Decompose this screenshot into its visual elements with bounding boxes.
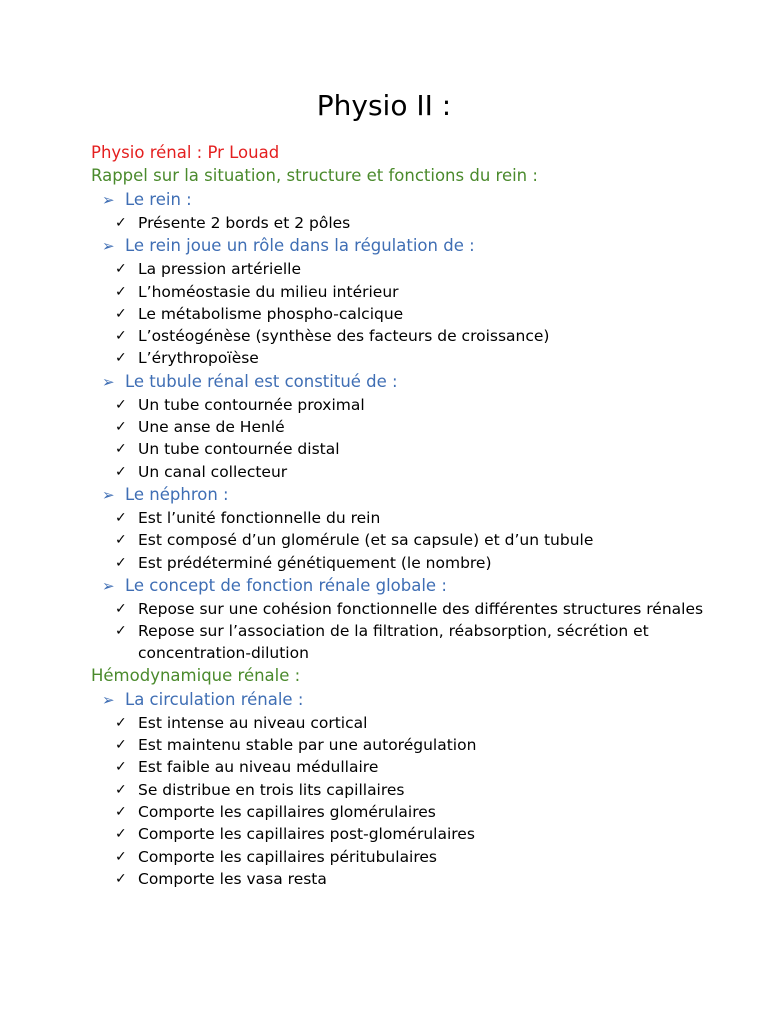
subsection-label-text: Le tubule rénal est constitué de : <box>125 371 398 391</box>
checkmark-icon: ✓ <box>115 350 127 367</box>
list-item-text: Est faible au niveau médullaire <box>138 758 379 777</box>
subsection-label-text: Le rein joue un rôle dans la régulation de : <box>125 236 475 256</box>
list-item-text: Un canal collecteur <box>138 462 288 481</box>
list-item-text: Une anse de Henlé <box>138 418 285 437</box>
list-item-text: Repose sur une cohésion fonctionnelle des différentes structures rénales <box>138 599 704 618</box>
list-item-text: Un tube contournée distal <box>138 440 340 459</box>
list-item-text: L’ostéogénèse (synthèse des facteurs de croissance) <box>138 327 550 346</box>
check-list <box>91 394 711 483</box>
list-item-text: La pression artérielle <box>138 260 302 279</box>
checkmark-icon: ✓ <box>115 509 127 526</box>
list-item <box>91 823 711 845</box>
list-item <box>91 507 711 529</box>
subsection-label <box>91 574 711 598</box>
checkmark-icon: ✓ <box>115 826 127 843</box>
arrow-right-icon: ➢ <box>102 576 115 595</box>
list-item-text: Comporte les vasa resta <box>138 869 327 888</box>
list-item-text: Est l’unité fonctionnelle du rein <box>138 508 381 527</box>
section-group-hemodynamique <box>91 688 711 890</box>
arrow-right-icon: ➢ <box>102 372 115 391</box>
subsection <box>91 234 711 369</box>
subsection-label-text: Le rein : <box>125 190 192 209</box>
list-item <box>91 438 711 460</box>
checkmark-icon: ✓ <box>115 714 127 731</box>
document-body <box>91 141 711 890</box>
arrow-right-icon: ➢ <box>102 485 115 504</box>
list-item <box>91 325 711 347</box>
list-item-text: Repose sur l’association de la filtration, réabsorption, sécrétion et concentration-dilution <box>138 622 649 663</box>
subsection <box>91 688 711 890</box>
checkmark-icon: ✓ <box>115 328 127 345</box>
subsection <box>91 483 711 574</box>
list-item-text: Est prédéterminé génétiquement (le nombre) <box>138 553 492 572</box>
checkmark-icon: ✓ <box>115 215 127 231</box>
subsection-label <box>91 483 711 507</box>
subsection-label <box>91 188 711 212</box>
list-item-text: Présente 2 bords et 2 pôles <box>138 214 351 232</box>
checkmark-icon: ✓ <box>115 283 127 300</box>
checkmark-icon: ✓ <box>115 737 127 754</box>
list-item-text: Est composé d’un glomérule (et sa capsule) et d’un tubule <box>138 531 594 550</box>
list-item <box>91 734 711 756</box>
list-item <box>91 779 711 801</box>
section-heading-hemodynamique: Hémodynamique rénale : <box>91 665 301 685</box>
list-item-text: Est intense au niveau cortical <box>138 713 368 732</box>
checkmark-icon: ✓ <box>115 261 127 278</box>
checkmark-icon: ✓ <box>115 600 127 617</box>
subsection <box>91 188 711 234</box>
list-item <box>91 756 711 778</box>
arrow-right-icon: ➢ <box>102 237 115 256</box>
checkmark-icon: ✓ <box>115 463 127 480</box>
subsection-label-text: Le néphron : <box>125 484 229 504</box>
check-list <box>91 258 711 369</box>
list-item <box>91 394 711 416</box>
checkmark-icon: ✓ <box>115 759 127 776</box>
arrow-right-icon: ➢ <box>102 690 115 709</box>
list-item <box>91 258 711 280</box>
checkmark-icon: ✓ <box>115 803 127 820</box>
subsection <box>91 574 711 665</box>
list-item <box>91 552 711 574</box>
subsection-label-text: Le concept de fonction rénale globale : <box>125 575 447 595</box>
arrow-right-icon: ➢ <box>102 191 115 209</box>
checkmark-icon: ✓ <box>115 870 127 887</box>
checkmark-icon: ✓ <box>115 554 127 571</box>
check-list <box>91 712 711 890</box>
subsection <box>91 370 711 483</box>
checkmark-icon: ✓ <box>115 396 127 413</box>
checkmark-icon: ✓ <box>115 623 127 640</box>
list-item <box>91 868 711 890</box>
list-item <box>91 620 711 665</box>
list-item <box>91 416 711 438</box>
course-line: Physio rénal : Pr Louad <box>91 143 280 162</box>
list-item <box>91 347 711 369</box>
checkmark-icon: ✓ <box>115 305 127 322</box>
list-item-text: Comporte les capillaires glomérulaires <box>138 802 436 821</box>
list-item <box>91 461 711 483</box>
list-item-text: Comporte les capillaires péritubulaires <box>138 847 438 866</box>
checkmark-icon: ✓ <box>115 781 127 798</box>
list-item-text: Comporte les capillaires post-glomérulaires <box>138 825 475 844</box>
list-item <box>91 281 711 303</box>
checkmark-icon: ✓ <box>115 848 127 865</box>
list-item-text: Se distribue en trois lits capillaires <box>138 780 405 799</box>
check-list <box>91 507 711 574</box>
list-item <box>91 712 711 734</box>
list-item <box>91 846 711 868</box>
list-item-text: L’homéostasie du milieu intérieur <box>138 282 399 301</box>
subsection-label <box>91 688 711 712</box>
list-item-text: L’érythropoïèse <box>138 349 259 368</box>
subsection-label <box>91 370 711 394</box>
check-list <box>91 212 711 234</box>
subsection-label <box>91 234 711 258</box>
list-item <box>91 801 711 823</box>
section-heading-rappel: Rappel sur la situation, structure et fonctions du rein : <box>91 166 538 185</box>
list-item <box>91 212 711 234</box>
list-item-text: Le métabolisme phospho-calcique <box>138 304 404 323</box>
check-list <box>91 598 711 665</box>
checkmark-icon: ✓ <box>115 532 127 549</box>
list-item <box>91 303 711 325</box>
subsection-label-text: La circulation rénale : <box>125 689 304 709</box>
list-item <box>91 598 711 620</box>
list-item-text: Est maintenu stable par une autorégulation <box>138 736 477 755</box>
checkmark-icon: ✓ <box>115 419 127 436</box>
list-item-text: Un tube contournée proximal <box>138 395 365 414</box>
page-title: Physio II : <box>316 89 452 122</box>
list-item <box>91 529 711 551</box>
section-group-rappel <box>91 188 711 665</box>
checkmark-icon: ✓ <box>115 441 127 458</box>
